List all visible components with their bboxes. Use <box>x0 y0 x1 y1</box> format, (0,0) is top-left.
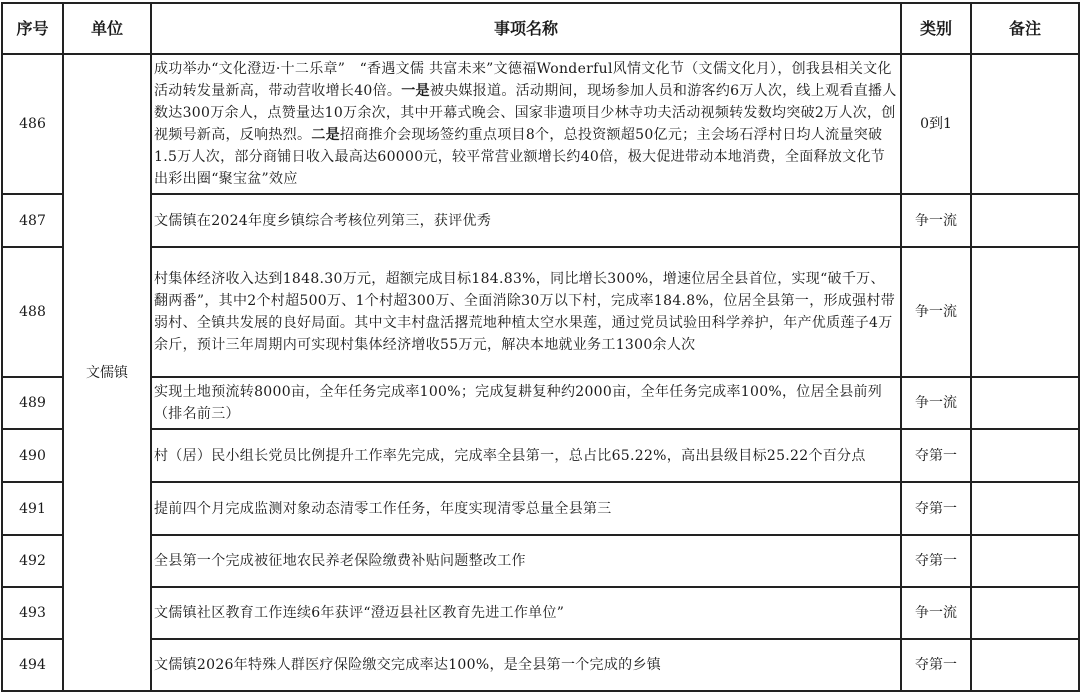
row-remark <box>971 194 1079 247</box>
table-row <box>2 54 1079 194</box>
item-text: 成功举办“文化澄迈·十二乐章” “香遇文儒 共富未来”文德福Wonderful风情文化节（文儒文化月），创我县相关文化活动转发量新高，带动营收增长40倍。 <box>154 61 892 99</box>
unit-cell: 文儒镇 <box>63 54 151 691</box>
row-no: 489 <box>2 377 63 429</box>
row-remark <box>971 429 1079 482</box>
table-row <box>2 639 1079 691</box>
row-category: 夺第一 <box>901 535 971 587</box>
table-row <box>2 535 1079 587</box>
row-remark <box>971 247 1079 377</box>
table-row <box>2 482 1079 535</box>
header-category: 类别 <box>901 3 971 54</box>
row-item: 村（居）民小组长党员比例提升工作率先完成，完成率全县第一，总占比65.22%，高出县级目标25.22个百分点 <box>151 429 901 482</box>
row-item: 提前四个月完成监测对象动态清零工作任务，年度实现清零总量全县第三 <box>151 482 901 535</box>
row-item: 文儒镇社区教育工作连续6年获评“澄迈县社区教育先进工作单位” <box>151 587 901 639</box>
row-category: 夺第一 <box>901 482 971 535</box>
row-category: 夺第一 <box>901 429 971 482</box>
row-category: 争一流 <box>901 377 971 429</box>
row-remark <box>971 639 1079 691</box>
row-category: 争一流 <box>901 247 971 377</box>
table-row <box>2 194 1079 247</box>
row-no: 486 <box>2 54 63 194</box>
table-row <box>2 377 1079 429</box>
row-remark <box>971 54 1079 194</box>
row-no: 494 <box>2 639 63 691</box>
row-category: 0到1 <box>901 54 971 194</box>
row-category: 夺第一 <box>901 639 971 691</box>
row-no: 487 <box>2 194 63 247</box>
row-category: 争一流 <box>901 587 971 639</box>
item-bold: 一是 <box>401 83 430 99</box>
row-item: 文儒镇在2024年度乡镇综合考核位列第三，获评优秀 <box>151 194 901 247</box>
row-item: 村集体经济收入达到1848.30万元，超额完成目标184.83%，同比增长300%，增速位居全县首位，实现“破千万、翻两番”，其中2个村超500万、1个村超300万、全面消除30万以下村，完成率184.8%，位居全县第一，形成强村带弱村、全镇共发展的良好局面。其中文丰村盘活撂荒地种植太空水果莲，通过党员试验田科学养护，年产优质莲子4万余斤，预计三年周期内可实现村集体经济增收55万元，解决本地就业务工1300余人次 <box>151 247 901 377</box>
row-remark <box>971 377 1079 429</box>
table-row <box>2 429 1079 482</box>
table-row <box>2 587 1079 639</box>
row-no: 488 <box>2 247 63 377</box>
row-item: 文儒镇2026年特殊人群医疗保险缴交完成率达100%，是全县第一个完成的乡镇 <box>151 639 901 691</box>
row-item <box>151 54 901 194</box>
row-item: 实现土地预流转8000亩，全年任务完成率100%；完成复耕复种约2000亩，全年任务完成率100%，位居全县前列（排名前三） <box>151 377 901 429</box>
row-remark <box>971 535 1079 587</box>
header-no: 序号 <box>2 3 63 54</box>
table-row <box>2 247 1079 377</box>
row-remark <box>971 482 1079 535</box>
row-no: 491 <box>2 482 63 535</box>
header-remark: 备注 <box>971 3 1079 54</box>
row-no: 492 <box>2 535 63 587</box>
row-category: 争一流 <box>901 194 971 247</box>
header-row <box>2 3 1079 54</box>
achievements-table <box>1 2 1080 692</box>
row-remark <box>971 587 1079 639</box>
item-bold: 二是 <box>311 127 340 143</box>
item-text: 招商推介会现场签约重点项目8个，总投资额超50亿元；主会场石浮村日均人流量突破1.5万人次，部分商铺日收入最高达60000元，较平常营业额增长约40倍，极大促进带动本地消费，全面释放文化节出彩出圈“聚宝盆”效应 <box>154 127 886 187</box>
row-item: 全县第一个完成被征地农民养老保险缴费补贴问题整改工作 <box>151 535 901 587</box>
row-no: 493 <box>2 587 63 639</box>
header-item: 事项名称 <box>151 3 901 54</box>
header-unit: 单位 <box>63 3 151 54</box>
item-text: 被央媒报道。活动期间，现场参加人员和游客约6万人次，线上观看直播人数达300万余人，点赞量达10万余次，其中开幕式晚会、国家非遗项目少林寺功夫活动视频转发数均突破2万人次，创视频号新高，反响热烈。 <box>154 83 897 143</box>
row-no: 490 <box>2 429 63 482</box>
